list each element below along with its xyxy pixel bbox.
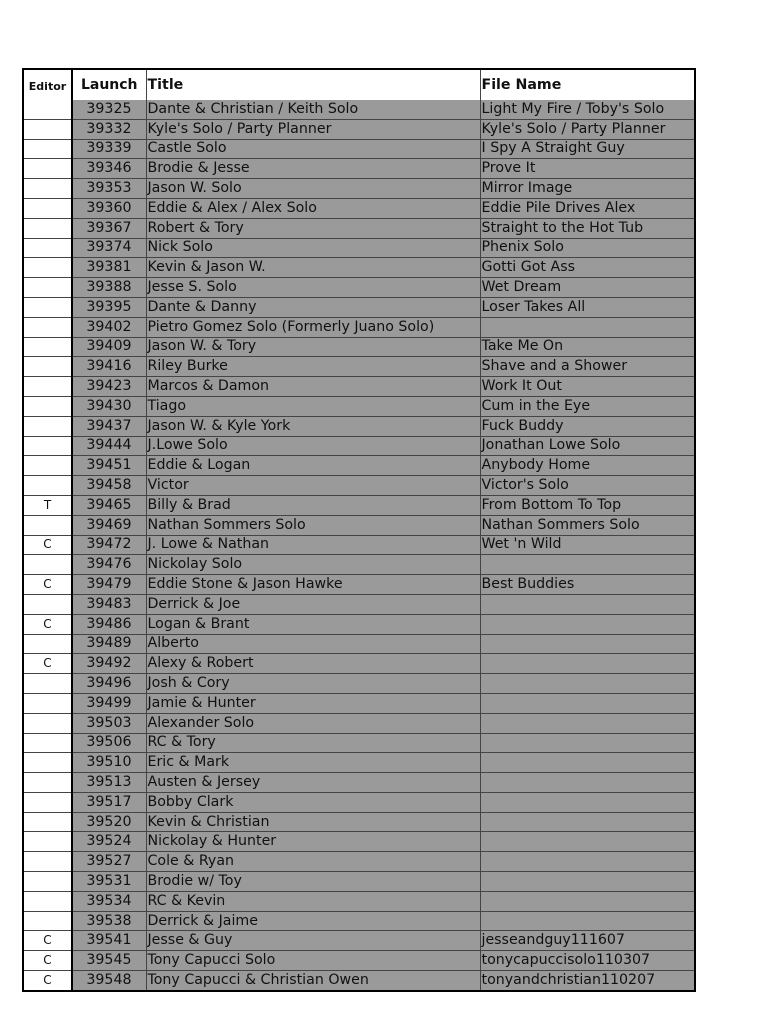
file-name-cell[interactable]: Eddie Pile Drives Alex [480, 198, 695, 218]
file-name-cell[interactable]: jesseandguy111607 [480, 931, 695, 951]
file-name-cell[interactable]: Mirror Image [480, 179, 695, 199]
file-name-cell[interactable]: Work It Out [480, 377, 695, 397]
table-row [23, 674, 695, 694]
editor-cell[interactable] [23, 832, 72, 852]
editor-cell[interactable]: C [23, 654, 72, 674]
title-cell[interactable]: Dante & Danny [146, 297, 480, 317]
table-row [23, 119, 695, 139]
editor-cell[interactable] [23, 416, 72, 436]
launch-cell[interactable]: 39374 [72, 238, 146, 258]
title-cell[interactable]: RC & Kevin [146, 891, 480, 911]
file-name-cell[interactable]: Take Me On [480, 337, 695, 357]
title-column-header[interactable]: Title [146, 69, 480, 100]
table-row [23, 258, 695, 278]
editor-cell[interactable] [23, 139, 72, 159]
table-row [23, 278, 695, 298]
launch-cell[interactable]: 39503 [72, 713, 146, 733]
title-cell[interactable]: Jason W. Solo [146, 179, 480, 199]
file-name-cell[interactable]: Shave and a Shower [480, 357, 695, 377]
editor-cell[interactable]: C [23, 951, 72, 971]
launch-cell[interactable]: 39451 [72, 456, 146, 476]
table-row [23, 535, 695, 555]
editor-cell[interactable] [23, 396, 72, 416]
editor-cell[interactable] [23, 179, 72, 199]
file-name-cell[interactable] [480, 832, 695, 852]
editor-cell[interactable] [23, 218, 72, 238]
title-cell[interactable]: Kevin & Christian [146, 812, 480, 832]
file-name-cell[interactable]: Wet 'n Wild [480, 535, 695, 555]
title-cell[interactable]: RC & Tory [146, 733, 480, 753]
title-cell[interactable]: Brodie w/ Toy [146, 872, 480, 892]
title-cell[interactable]: Marcos & Damon [146, 377, 480, 397]
editor-cell[interactable] [23, 634, 72, 654]
file-name-cell[interactable]: Light My Fire / Toby's Solo [480, 100, 695, 119]
title-cell[interactable]: Derrick & Jaime [146, 911, 480, 931]
title-cell[interactable]: Eric & Mark [146, 753, 480, 773]
file-name-cell[interactable] [480, 614, 695, 634]
editor-cell[interactable] [23, 278, 72, 298]
table-row [23, 693, 695, 713]
launch-cell[interactable]: 39472 [72, 535, 146, 555]
file-name-cell[interactable] [480, 872, 695, 892]
title-cell[interactable]: Victor [146, 476, 480, 496]
launch-cell[interactable]: 39492 [72, 654, 146, 674]
title-cell[interactable]: Kyle's Solo / Party Planner [146, 119, 480, 139]
editor-cell[interactable] [23, 674, 72, 694]
title-cell[interactable]: Derrick & Joe [146, 594, 480, 614]
editor-cell[interactable] [23, 594, 72, 614]
table-row [23, 812, 695, 832]
file-name-column-header[interactable]: File Name [480, 69, 695, 100]
launch-cell[interactable]: 39489 [72, 634, 146, 654]
table-row [23, 634, 695, 654]
editor-cell[interactable] [23, 198, 72, 218]
launch-cell[interactable]: 39353 [72, 179, 146, 199]
editor-cell[interactable] [23, 119, 72, 139]
file-name-cell[interactable] [480, 753, 695, 773]
title-cell[interactable]: Castle Solo [146, 139, 480, 159]
title-cell[interactable]: Nickolay & Hunter [146, 832, 480, 852]
table-row [23, 891, 695, 911]
title-cell[interactable]: Tiago [146, 396, 480, 416]
file-name-cell[interactable] [480, 674, 695, 694]
table-row [23, 476, 695, 496]
editor-cell[interactable] [23, 555, 72, 575]
table-row [23, 297, 695, 317]
title-cell[interactable]: J.Lowe Solo [146, 436, 480, 456]
file-name-cell[interactable]: Straight to the Hot Tub [480, 218, 695, 238]
table-row [23, 317, 695, 337]
file-name-cell[interactable]: Gotti Got Ass [480, 258, 695, 278]
table-row [23, 733, 695, 753]
file-name-cell[interactable] [480, 852, 695, 872]
header-row [23, 69, 695, 100]
editor-cell[interactable] [23, 337, 72, 357]
file-name-cell[interactable] [480, 594, 695, 614]
table-row [23, 713, 695, 733]
file-name-cell[interactable]: Fuck Buddy [480, 416, 695, 436]
title-cell[interactable]: Kevin & Jason W. [146, 258, 480, 278]
editor-cell[interactable] [23, 100, 72, 119]
launch-cell[interactable]: 39458 [72, 476, 146, 496]
launch-cell[interactable]: 39402 [72, 317, 146, 337]
table-row [23, 654, 695, 674]
launch-cell[interactable]: 39479 [72, 575, 146, 595]
launch-cell[interactable]: 39545 [72, 951, 146, 971]
table-row [23, 218, 695, 238]
launch-cell[interactable]: 39499 [72, 693, 146, 713]
editor-cell[interactable]: C [23, 614, 72, 634]
file-name-cell[interactable] [480, 891, 695, 911]
launch-cell[interactable]: 39339 [72, 139, 146, 159]
file-name-cell[interactable]: Jonathan Lowe Solo [480, 436, 695, 456]
editor-cell[interactable] [23, 773, 72, 793]
table-row [23, 495, 695, 515]
launch-cell[interactable]: 39381 [72, 258, 146, 278]
editor-cell[interactable] [23, 792, 72, 812]
launch-cell[interactable]: 39531 [72, 872, 146, 892]
editor-cell[interactable] [23, 377, 72, 397]
file-name-cell[interactable] [480, 693, 695, 713]
title-cell[interactable]: Dante & Christian / Keith Solo [146, 100, 480, 119]
editor-cell[interactable] [23, 159, 72, 179]
editor-cell[interactable]: C [23, 931, 72, 951]
title-cell[interactable]: Nickolay Solo [146, 555, 480, 575]
launch-cell[interactable]: 39360 [72, 198, 146, 218]
editor-cell[interactable]: C [23, 971, 72, 991]
title-cell[interactable]: Billy & Brad [146, 495, 480, 515]
title-cell[interactable]: Cole & Ryan [146, 852, 480, 872]
table-row [23, 971, 695, 991]
title-cell[interactable]: Logan & Brant [146, 614, 480, 634]
spreadsheet-table [22, 68, 696, 992]
launch-cell[interactable]: 39423 [72, 377, 146, 397]
table-row [23, 773, 695, 793]
title-cell[interactable]: Nick Solo [146, 238, 480, 258]
table-row [23, 931, 695, 951]
editor-cell[interactable] [23, 317, 72, 337]
launch-cell[interactable]: 39476 [72, 555, 146, 575]
launch-cell[interactable]: 39486 [72, 614, 146, 634]
title-cell[interactable]: Jason W. & Kyle York [146, 416, 480, 436]
editor-cell[interactable] [23, 515, 72, 535]
launch-cell[interactable]: 39469 [72, 515, 146, 535]
launch-cell[interactable]: 39483 [72, 594, 146, 614]
table-row [23, 357, 695, 377]
editor-cell[interactable] [23, 733, 72, 753]
table-row [23, 377, 695, 397]
launch-cell[interactable]: 39548 [72, 971, 146, 991]
file-name-cell[interactable] [480, 713, 695, 733]
file-name-cell[interactable]: Kyle's Solo / Party Planner [480, 119, 695, 139]
table-row [23, 614, 695, 634]
table-row [23, 911, 695, 931]
title-cell[interactable]: Riley Burke [146, 357, 480, 377]
file-name-cell[interactable] [480, 792, 695, 812]
launch-cell[interactable]: 39367 [72, 218, 146, 238]
launch-cell[interactable]: 39541 [72, 931, 146, 951]
launch-cell[interactable]: 39524 [72, 832, 146, 852]
table-row [23, 337, 695, 357]
editor-cell[interactable] [23, 456, 72, 476]
table-row [23, 753, 695, 773]
table-row [23, 575, 695, 595]
table-row [23, 456, 695, 476]
table-row [23, 555, 695, 575]
title-cell[interactable]: Austen & Jersey [146, 773, 480, 793]
table-row [23, 832, 695, 852]
launch-cell[interactable]: 39520 [72, 812, 146, 832]
title-cell[interactable]: J. Lowe & Nathan [146, 535, 480, 555]
launch-cell[interactable]: 39534 [72, 891, 146, 911]
launch-cell[interactable]: 39409 [72, 337, 146, 357]
title-cell[interactable]: Eddie Stone & Jason Hawke [146, 575, 480, 595]
file-name-cell[interactable]: Cum in the Eye [480, 396, 695, 416]
editor-column-header[interactable]: Editor [23, 69, 72, 100]
file-name-cell[interactable]: From Bottom To Top [480, 495, 695, 515]
launch-cell[interactable]: 39416 [72, 357, 146, 377]
title-cell[interactable]: Nathan Sommers Solo [146, 515, 480, 535]
launch-cell[interactable]: 39346 [72, 159, 146, 179]
file-name-cell[interactable] [480, 911, 695, 931]
launch-cell[interactable]: 39513 [72, 773, 146, 793]
editor-cell[interactable] [23, 852, 72, 872]
editor-cell[interactable] [23, 872, 72, 892]
title-cell[interactable]: Alberto [146, 634, 480, 654]
editor-cell[interactable] [23, 258, 72, 278]
file-name-cell[interactable] [480, 634, 695, 654]
file-name-cell[interactable]: Phenix Solo [480, 238, 695, 258]
table-row [23, 951, 695, 971]
editor-cell[interactable]: C [23, 575, 72, 595]
file-name-cell[interactable]: tonyandchristian110207 [480, 971, 695, 991]
title-cell[interactable]: Tony Capucci Solo [146, 951, 480, 971]
table-row [23, 198, 695, 218]
title-cell[interactable]: Tony Capucci & Christian Owen [146, 971, 480, 991]
file-name-cell[interactable] [480, 773, 695, 793]
file-name-cell[interactable]: tonycapuccisolo110307 [480, 951, 695, 971]
title-cell[interactable]: Alexy & Robert [146, 654, 480, 674]
file-name-cell[interactable] [480, 317, 695, 337]
launch-cell[interactable]: 39517 [72, 792, 146, 812]
launch-cell[interactable]: 39395 [72, 297, 146, 317]
title-cell[interactable]: Eddie & Alex / Alex Solo [146, 198, 480, 218]
file-name-cell[interactable]: Best Buddies [480, 575, 695, 595]
table-row [23, 515, 695, 535]
editor-cell[interactable]: C [23, 535, 72, 555]
table-row [23, 179, 695, 199]
title-cell[interactable]: Jason W. & Tory [146, 337, 480, 357]
title-cell[interactable]: Bobby Clark [146, 792, 480, 812]
launch-cell[interactable]: 39437 [72, 416, 146, 436]
title-cell[interactable]: Josh & Cory [146, 674, 480, 694]
launch-cell[interactable]: 39496 [72, 674, 146, 694]
file-name-cell[interactable]: Nathan Sommers Solo [480, 515, 695, 535]
editor-cell[interactable] [23, 238, 72, 258]
editor-cell[interactable] [23, 891, 72, 911]
title-cell[interactable]: Brodie & Jesse [146, 159, 480, 179]
file-name-cell[interactable]: Prove It [480, 159, 695, 179]
launch-cell[interactable]: 39430 [72, 396, 146, 416]
editor-cell[interactable] [23, 753, 72, 773]
table-row [23, 238, 695, 258]
table-row [23, 159, 695, 179]
launch-cell[interactable]: 39527 [72, 852, 146, 872]
file-name-cell[interactable]: Loser Takes All [480, 297, 695, 317]
editor-cell[interactable]: T [23, 495, 72, 515]
title-cell[interactable]: Pietro Gomez Solo (Formerly Juano Solo) [146, 317, 480, 337]
file-name-cell[interactable]: Victor's Solo [480, 476, 695, 496]
launch-cell[interactable]: 39332 [72, 119, 146, 139]
launch-cell[interactable]: 39538 [72, 911, 146, 931]
editor-cell[interactable] [23, 693, 72, 713]
title-cell[interactable]: Jesse & Guy [146, 931, 480, 951]
editor-cell[interactable] [23, 297, 72, 317]
title-cell[interactable]: Eddie & Logan [146, 456, 480, 476]
table-row [23, 139, 695, 159]
editor-cell[interactable] [23, 812, 72, 832]
launch-cell[interactable]: 39510 [72, 753, 146, 773]
file-name-cell[interactable]: Anybody Home [480, 456, 695, 476]
title-cell[interactable]: Jamie & Hunter [146, 693, 480, 713]
title-cell[interactable]: Robert & Tory [146, 218, 480, 238]
file-name-cell[interactable] [480, 654, 695, 674]
table-row [23, 396, 695, 416]
file-name-cell[interactable] [480, 555, 695, 575]
table-row [23, 594, 695, 614]
file-name-cell[interactable]: I Spy A Straight Guy [480, 139, 695, 159]
title-cell[interactable]: Jesse S. Solo [146, 278, 480, 298]
launch-column-header[interactable]: Launch [72, 69, 146, 100]
table-row [23, 100, 695, 119]
editor-cell[interactable] [23, 911, 72, 931]
editor-cell[interactable] [23, 713, 72, 733]
launch-cell[interactable]: 39465 [72, 495, 146, 515]
editor-cell[interactable] [23, 436, 72, 456]
table-row [23, 792, 695, 812]
table-row [23, 852, 695, 872]
title-cell[interactable]: Alexander Solo [146, 713, 480, 733]
launch-cell[interactable]: 39506 [72, 733, 146, 753]
table-row [23, 416, 695, 436]
editor-cell[interactable] [23, 476, 72, 496]
editor-cell[interactable] [23, 357, 72, 377]
file-name-cell[interactable]: Wet Dream [480, 278, 695, 298]
launch-cell[interactable]: 39444 [72, 436, 146, 456]
table-row [23, 872, 695, 892]
table-row [23, 436, 695, 456]
launch-cell[interactable]: 39388 [72, 278, 146, 298]
file-name-cell[interactable] [480, 812, 695, 832]
table-body [23, 100, 695, 991]
file-name-cell[interactable] [480, 733, 695, 753]
launch-cell[interactable]: 39325 [72, 100, 146, 119]
